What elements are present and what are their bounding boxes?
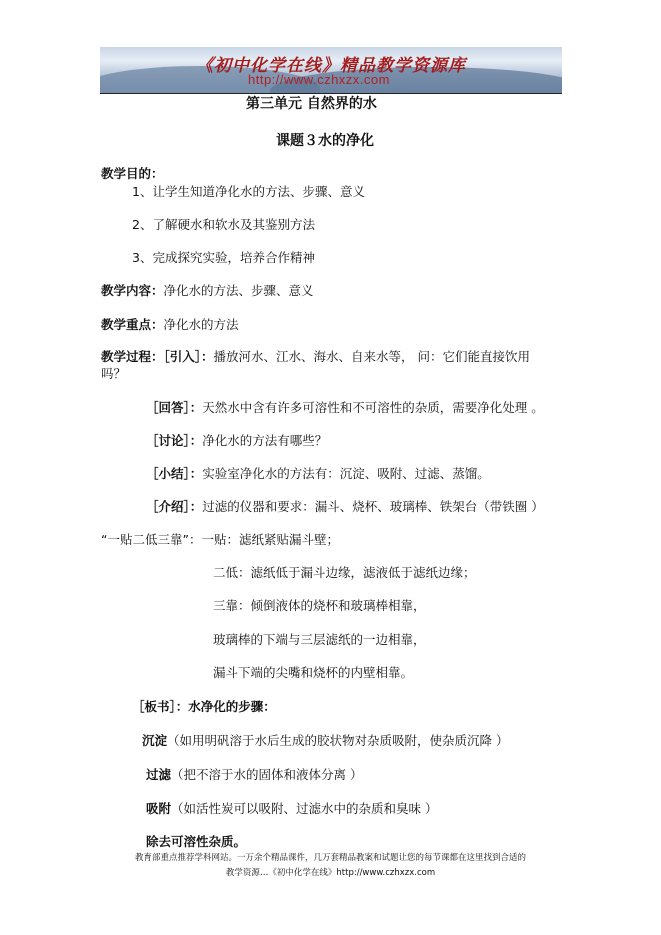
step-answer-tag: ［回答］： [146,400,203,415]
board-item-desc: （如用明矾溶于水后生成的胶状物对杂质吸附，使杂质沉降 ） [167,733,509,748]
board-item-sedimentation [142,733,509,749]
intro-tag: ［引入］： [163,349,214,364]
step-summary-tag: ［小结］： [146,466,203,481]
unit-heading: 第三单元 自然界的水 [246,96,377,112]
board-item-name: 吸附 [146,801,172,816]
content-row [101,283,314,299]
intro-text: 播放河水、江水、海水、自来水等， 问：它们能直接饮用 [213,349,531,364]
footer-line-1: 教育部重点推荐学科网站。一万余个精品课件，几万套精品教案和试题让您的每节课都在这里找到合适的 [134,853,526,863]
step-introduce-tag: ［介绍］： [146,499,203,514]
filtration-three-c: 漏斗下端的尖嘴和烧杯的内壁相靠。 [213,665,414,680]
step-discuss-tag: ［讨论］： [146,433,203,448]
filtration-three-b: 玻璃棒的下端与三层滤纸的一边相靠， [213,632,426,647]
step-answer [146,400,544,416]
board-tag: ［板书］： [132,699,189,714]
topic-heading: 课题３水的净化 [276,133,374,149]
banner-url-link[interactable]: http://www.czhxzx.com [248,72,390,87]
step-discuss [146,433,327,449]
intro-continuation: 吗？ [101,366,127,381]
board-item-name: 过滤 [146,767,172,782]
step-discuss-text: 净化水的方法有哪些？ [202,433,328,448]
process-label: 教学过程： [101,349,164,364]
header-banner [100,47,562,93]
footer-line-2: 教学资源…《初中化学在线》http://www.czhxzx.com [225,868,436,878]
board-item-desc: （如活性炭可以吸附、过滤水中的杂质和臭味 ） [171,801,438,816]
focus-text: 净化水的方法 [163,317,239,332]
focus-label: 教学重点： [101,317,164,332]
filtration-one: 一贴：滤纸紧贴漏斗壁； [201,532,339,547]
step-summary-text: 实验室净化水的方法有：沉淀、吸附、过滤、蒸馏。 [202,466,490,481]
step-introduce [146,499,544,515]
board-item-name: 沉淀 [142,733,168,748]
board-row [132,699,276,715]
goals-label: 教学目的： [101,166,164,181]
goal-item-3: 3、完成探究实验，培养合作精神 [132,250,315,265]
board-item-desc: （把不溶于水的固体和液体分离 ） [171,767,363,782]
filtration-three: 三靠：倾倒液体的烧杯和玻璃棒相靠， [213,598,426,613]
focus-row [101,317,239,333]
board-title: 水净化的步骤： [188,699,276,714]
banner-title: 《初中化学在线》精品教学资源库 [196,56,466,76]
banner-divider [100,93,562,94]
step-summary [146,466,490,482]
filtration-rule-label: “一贴二低三靠”： [101,532,202,547]
step-answer-text: 天然水中含有许多可溶性和不可溶性的杂质，需要净化处理 。 [202,400,544,415]
goal-item-2: 2、了解硬水和软水及其鉴别方法 [132,217,315,232]
filtration-two: 二低：滤纸低于漏斗边缘，滤液低于滤纸边缘； [213,565,476,580]
board-item-adsorption [146,801,438,817]
content-label: 教学内容： [101,283,164,298]
process-row [101,349,530,365]
board-item-soluble: 除去可溶性杂质。 [146,834,247,849]
board-item-filtration [146,767,363,783]
content-text: 净化水的方法、步骤、意义 [163,283,314,298]
step-introduce-text: 过滤的仪器和要求：漏斗、烧杯、玻璃棒、铁架台（带铁圈 ） [202,499,544,514]
goal-item-1: 1、让学生知道净化水的方法、步骤、意义 [132,184,365,199]
filtration-rule-row [101,532,339,548]
